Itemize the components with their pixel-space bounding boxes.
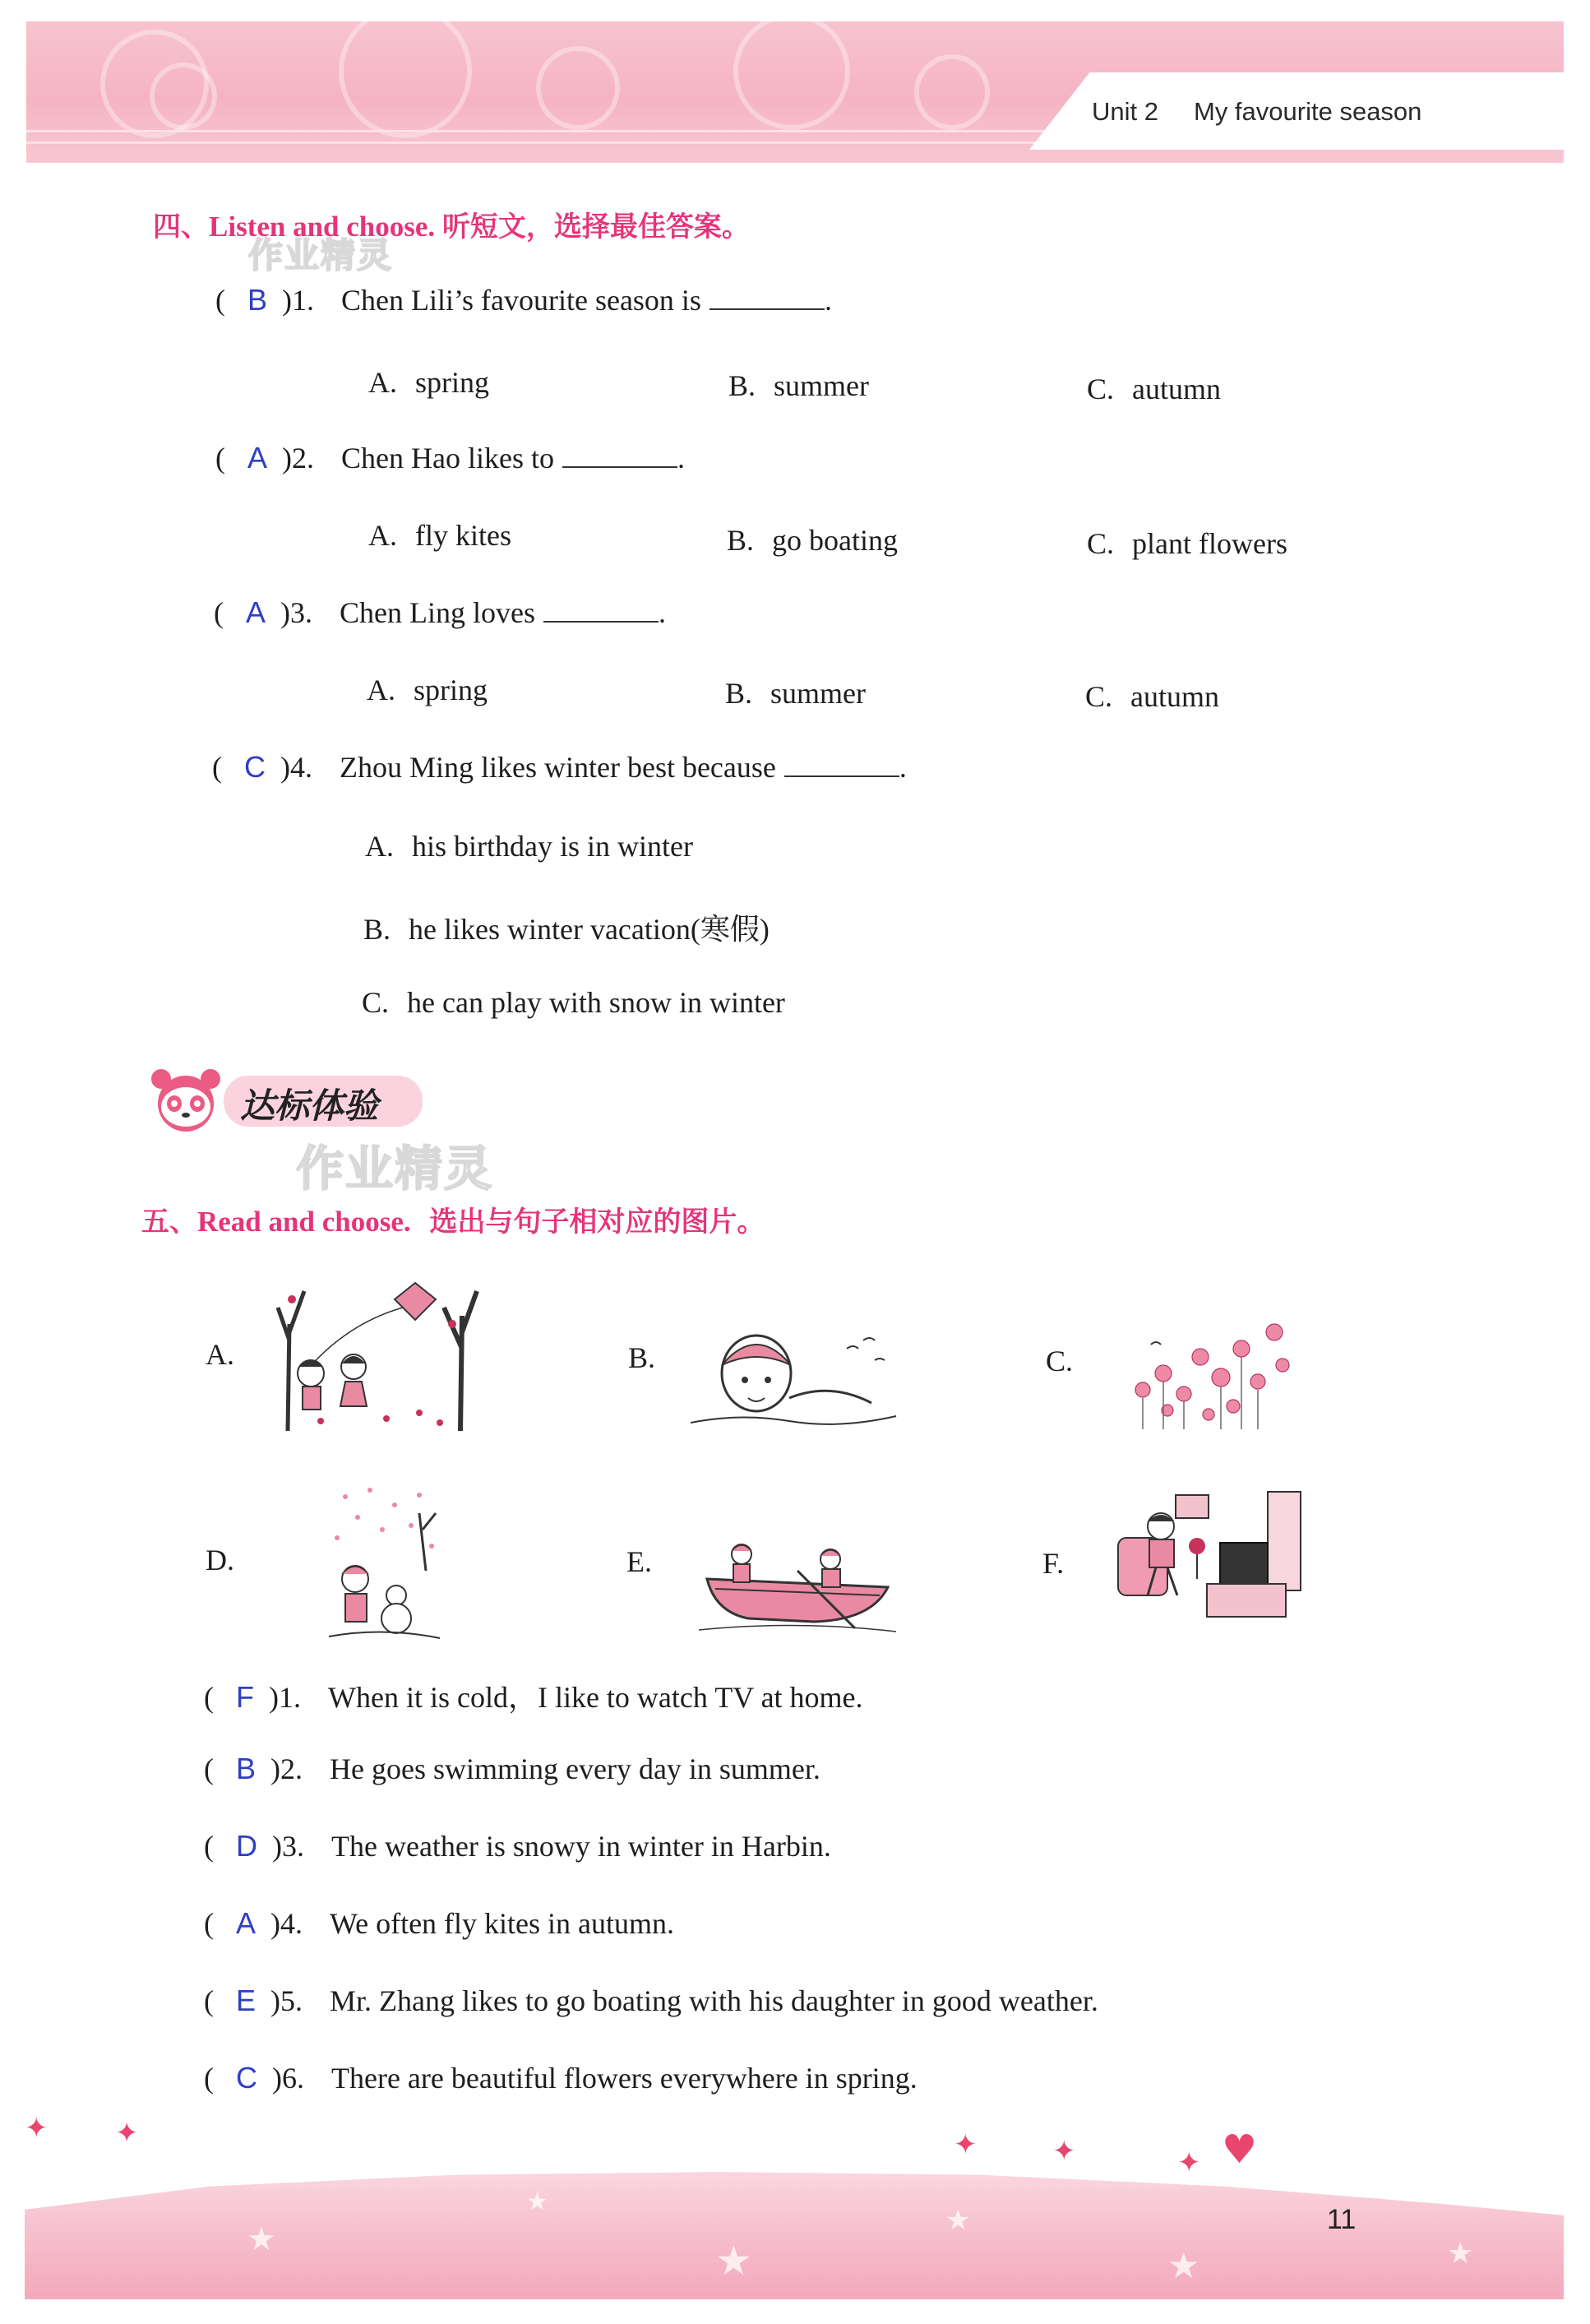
- question-3: ( A )3. Chen Ling loves .: [214, 595, 666, 629]
- star-icon: ★: [715, 2237, 752, 2285]
- star-icon: ★: [945, 2204, 971, 2237]
- picture-label-e: E.: [626, 1545, 652, 1578]
- answer-blank: [784, 754, 899, 777]
- answer-blank: [543, 600, 659, 623]
- match-question-1: ( F )1. When it is cold，I like to watch TV at home.: [204, 1680, 863, 1714]
- picture-label-b: B.: [628, 1341, 656, 1374]
- snowy-winter-picture: [321, 1480, 444, 1645]
- star-icon: ★: [1447, 2237, 1474, 2271]
- option-b: B. go boating: [727, 524, 898, 557]
- bird-icon: ✦: [954, 2128, 978, 2161]
- option-c: C. autumn: [1087, 373, 1221, 405]
- badge-title: 达标体验: [240, 1086, 379, 1126]
- page-number: 11: [1327, 2204, 1357, 2235]
- match-answer-6: C: [236, 2061, 257, 2095]
- picture-label-a: A.: [206, 1338, 234, 1371]
- question-1: ( B )1. Chen Lili’s favourite season is .: [215, 283, 832, 317]
- option-a: A. spring: [368, 366, 489, 399]
- match-question-3: ( D )3. The weather is snowy in winter in Harbin.: [204, 1829, 831, 1863]
- bird-icon: ✦: [25, 2112, 49, 2145]
- star-icon: ★: [247, 2220, 276, 2258]
- section-5-title: 五、Read and choose. 选出与句子相对应的图片。: [141, 1206, 765, 1238]
- bird-icon: ✦: [115, 2117, 139, 2150]
- match-question-6: ( C )6. There are beautiful flowers everywhere in spring.: [204, 2061, 917, 2095]
- question-4: ( C )4. Zhou Ming likes winter best because .: [212, 750, 907, 784]
- option-a: A. fly kites: [368, 519, 511, 552]
- match-answer-2: B: [236, 1752, 257, 1785]
- option-a: A. spring: [367, 674, 488, 706]
- match-answer-1: F: [236, 1680, 254, 1714]
- picture-label-c: C.: [1046, 1345, 1074, 1377]
- kites-autumn-picture: [271, 1275, 493, 1431]
- star-icon: ★: [1167, 2245, 1200, 2287]
- panda-icon: [145, 1067, 227, 1133]
- section-4-title: 四、Listen and choose. 听短文，选择最佳答案。: [153, 211, 750, 243]
- watermark: 作业精灵: [248, 235, 394, 275]
- bird-icon: ✦: [1052, 2135, 1076, 2168]
- bird-icon: ✦: [1177, 2146, 1201, 2179]
- answer-blank: [562, 445, 677, 468]
- match-answer-4: A: [236, 1906, 257, 1940]
- match-question-5: ( E )5. Mr. Zhang likes to go boating with his daughter in good weather.: [204, 1984, 1098, 2017]
- answer-1: B: [247, 283, 268, 317]
- heart-icon: ♥: [1222, 2127, 1258, 2173]
- picture-label-d: D.: [206, 1544, 234, 1576]
- match-question-4: ( A )4. We often fly kites in autumn.: [204, 1906, 675, 1940]
- option-b: B. he likes winter vacation(寒假): [363, 913, 770, 946]
- answer-3: A: [246, 595, 266, 629]
- swimming-boy-picture: [691, 1316, 904, 1431]
- option-c: C. autumn: [1085, 680, 1219, 713]
- option-a: A. his birthday is in winter: [365, 830, 693, 863]
- watermark: 作业精灵: [296, 1141, 494, 1197]
- match-answer-3: D: [236, 1829, 257, 1863]
- star-icon: ★: [526, 2187, 548, 2216]
- picture-label-f: F.: [1042, 1547, 1065, 1580]
- unit-label: Unit 2: [1092, 97, 1158, 126]
- header-band: [26, 21, 1564, 163]
- watching-tv-picture: [1115, 1488, 1304, 1628]
- unit-title: My favourite season: [1194, 97, 1422, 126]
- question-2: ( A )2. Chen Hao likes to .: [215, 441, 685, 475]
- answer-blank: [709, 287, 825, 310]
- boating-picture: [699, 1530, 896, 1637]
- match-answer-5: E: [236, 1984, 257, 2017]
- option-b: B. summer: [728, 369, 869, 402]
- match-question-2: ( B )2. He goes swimming every day in summer.: [204, 1752, 820, 1785]
- answer-2: A: [247, 441, 268, 475]
- option-b: B. summer: [725, 677, 866, 710]
- option-c: C. he can play with snow in winter: [362, 986, 785, 1019]
- spring-flowers-picture: [1118, 1299, 1299, 1431]
- answer-4: C: [244, 750, 266, 784]
- option-c: C. plant flowers: [1087, 527, 1287, 560]
